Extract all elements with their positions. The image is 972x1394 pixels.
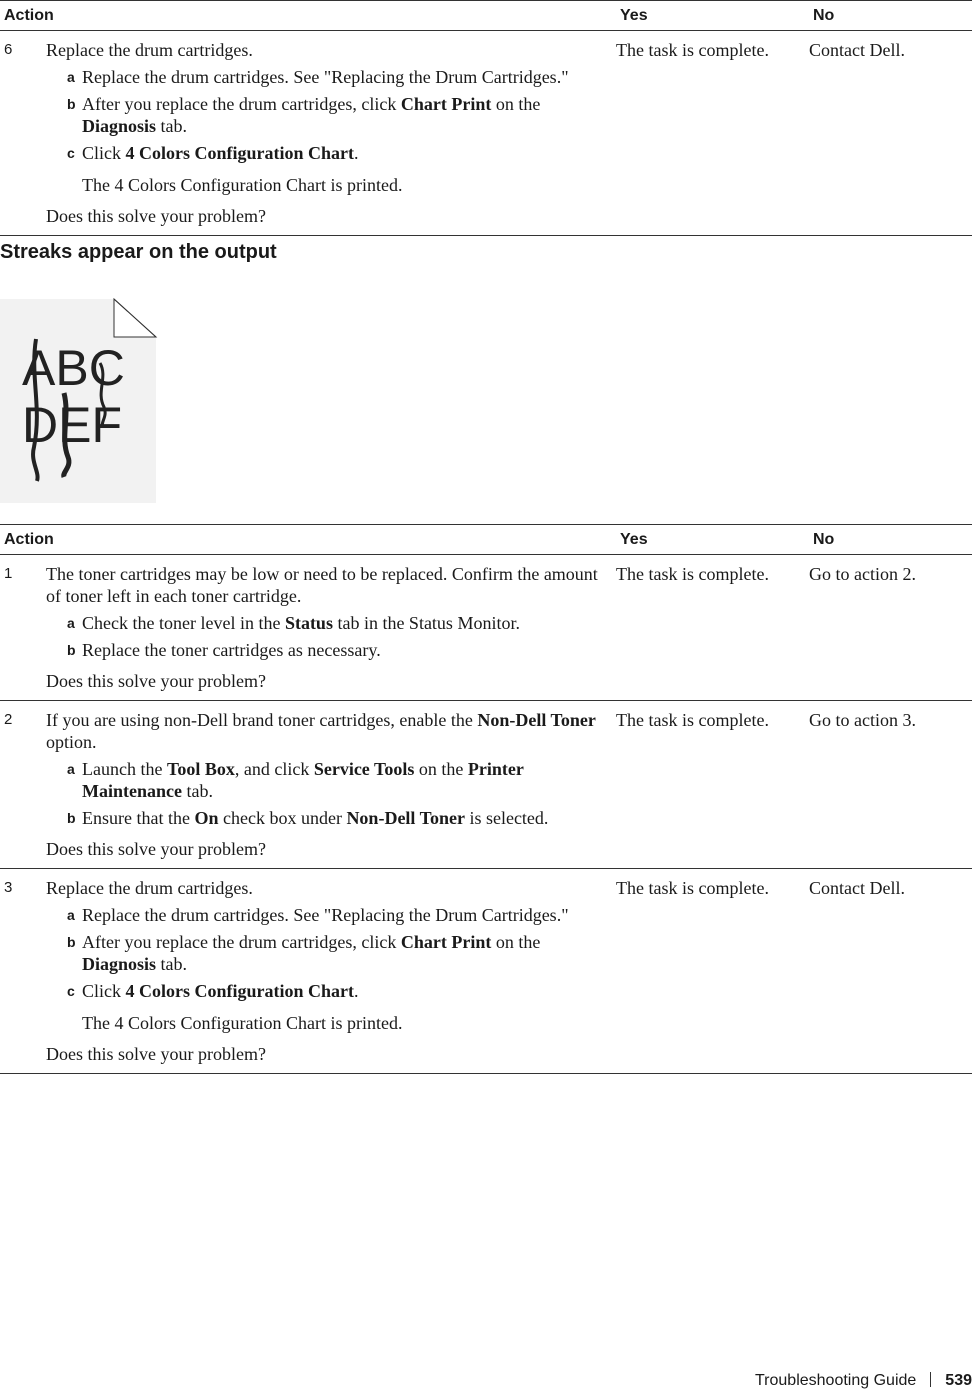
row-action	[46, 701, 616, 869]
row-yes: The task is complete.	[616, 555, 809, 701]
footer-title: Troubleshooting Guide	[755, 1372, 917, 1389]
section-heading: Streaks appear on the output	[0, 241, 277, 263]
table-row	[0, 31, 972, 236]
row-number: 3	[0, 869, 46, 1074]
result-note: The 4 Colors Configuration Chart is printed.	[82, 1013, 403, 1033]
question: Does this solve your problem?	[46, 1044, 266, 1064]
row-action	[46, 869, 616, 1074]
page-number: 539	[945, 1372, 972, 1389]
row-number: 2	[0, 701, 46, 869]
step-c: c Click 4 Colors Configuration Chart.	[67, 981, 359, 1001]
row-yes: The task is complete.	[616, 31, 809, 236]
row-no: Go to action 3.	[809, 701, 972, 869]
action-intro: Replace the drum cartridges.	[46, 878, 253, 898]
row-yes: The task is complete.	[616, 701, 809, 869]
question: Does this solve your problem?	[46, 206, 266, 226]
action-intro: The toner cartridges may be low or need to be replaced. Confirm the amount of toner left in each toner cartridge.	[46, 564, 598, 606]
step-b: b After you replace the drum cartridges, click Chart Print on the Diagnosis tab.	[67, 932, 541, 974]
header-yes: Yes	[616, 525, 809, 555]
footer-separator	[930, 1372, 931, 1387]
step-a: a Check the toner level in the Status tab in the Status Monitor.	[67, 613, 520, 633]
step-a: a Launch the Tool Box, and click Service Tools on the Printer Maintenance tab.	[67, 759, 524, 801]
sample-text-line1: ABC	[22, 340, 125, 396]
action-intro: Replace the drum cartridges.	[46, 40, 253, 60]
row-no: Contact Dell.	[809, 869, 972, 1074]
row-number: 6	[0, 31, 46, 236]
table-row	[0, 555, 972, 701]
table-row	[0, 701, 972, 869]
question: Does this solve your problem?	[46, 671, 266, 691]
result-note: The 4 Colors Configuration Chart is printed.	[82, 175, 403, 195]
action-table-top	[0, 0, 972, 236]
row-no: Contact Dell.	[809, 31, 972, 236]
row-number: 1	[0, 555, 46, 701]
action-table-main	[0, 524, 972, 1074]
step-b: b After you replace the drum cartridges, click Chart Print on the Diagnosis tab.	[67, 94, 541, 136]
row-yes: The task is complete.	[616, 869, 809, 1074]
step-b: b Ensure that the On check box under Non-Dell Toner is selected.	[67, 808, 549, 828]
question: Does this solve your problem?	[46, 839, 266, 859]
row-action	[46, 555, 616, 701]
sample-text-line2: DEF	[22, 397, 122, 453]
row-action	[46, 31, 616, 236]
header-no: No	[809, 525, 972, 555]
step-b: b Replace the toner cartridges as necessary.	[67, 640, 381, 660]
header-no: No	[809, 1, 972, 31]
table-row	[0, 869, 972, 1074]
row-no: Go to action 2.	[809, 555, 972, 701]
streaks-illustration	[0, 297, 160, 505]
step-a: a Replace the drum cartridges. See "Replacing the Drum Cartridges."	[67, 905, 569, 925]
header-yes: Yes	[616, 1, 809, 31]
header-action: Action	[0, 1, 616, 31]
action-intro: If you are using non-Dell brand toner cartridges, enable the Non-Dell Toner option.	[46, 710, 596, 752]
step-a: a Replace the drum cartridges. See "Replacing the Drum Cartridges."	[67, 67, 569, 87]
header-action: Action	[0, 525, 616, 555]
page-footer	[755, 1372, 972, 1394]
step-c: c Click 4 Colors Configuration Chart.	[67, 143, 359, 163]
